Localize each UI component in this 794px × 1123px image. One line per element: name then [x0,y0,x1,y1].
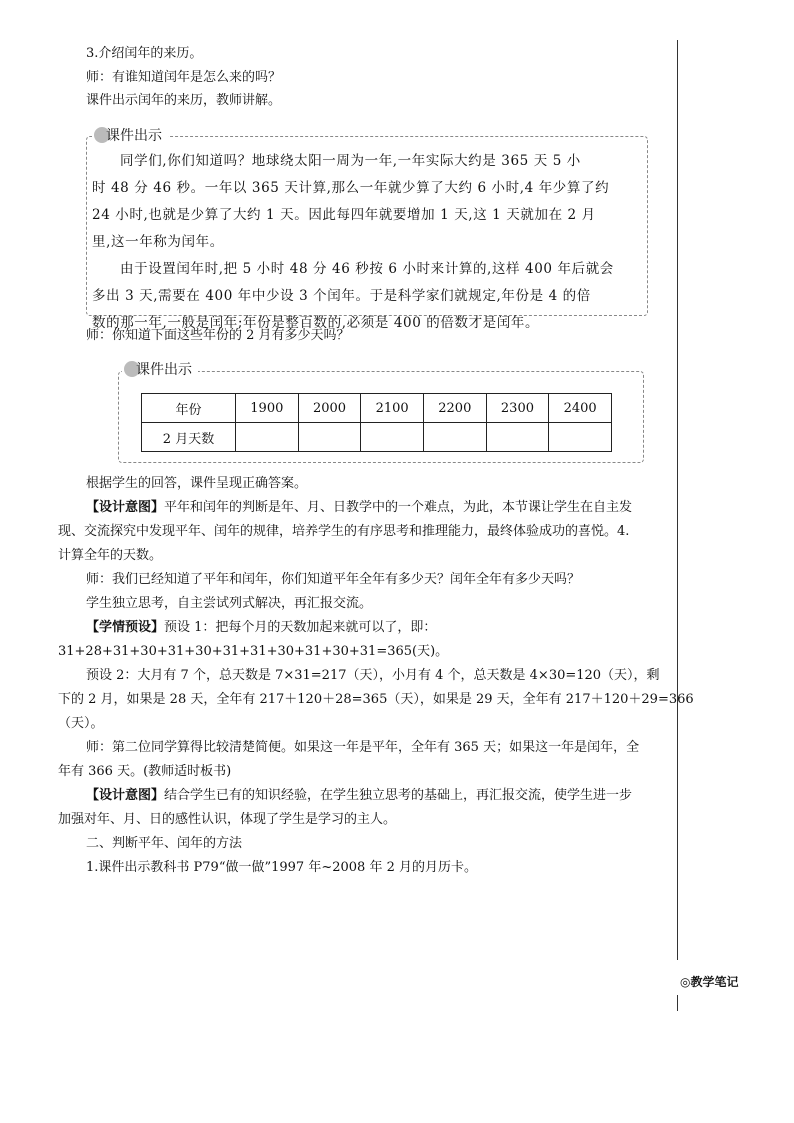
body-line: 根据学生的回答，课件呈现正确答案。 [86,476,308,491]
body-line: 1.课件出示教科书 P79“做一做”1997 年~2008 年 2 月的月历卡。 [86,860,477,875]
box1-line: 里,这一年称为闰年。 [92,234,224,250]
days-cell [549,423,612,452]
days-cell [298,423,361,452]
body-line: 学生独立思考，自主尝试列式解决，再汇报交流。 [86,596,373,611]
year-cell: 1900 [236,394,299,423]
body-line: 师：第二位同学算得比较清楚简便。如果这一年是平年，全年有 365 天；如果这一年是闰年，全 [86,740,640,755]
body-line: 师：我们已经知道了平年和闰年，你们知道平年全年有多少天？闰年全年有多少天吗？ [86,572,581,587]
table-header-label: 年份 [142,394,236,423]
section-heading: 二、判断平年、闰年的方法 [86,836,243,851]
table-row [142,394,612,423]
box1-line: 时 48 分 46 秒。一年以 365 天计算,那么一年就少算了大约 6 小时,4 年少算了约 [92,180,610,196]
student-presupposition: 【学情预设】预设 1：把每个月的天数加起来就可以了，即： [86,620,437,635]
design-intent-2: 【设计意图】结合学生已有的知识经验，在学生独立思考的基础上，再汇报交流，使学生进一步 [86,788,633,803]
courseware-box-2-title: 课件出示 [122,361,198,379]
body-line: 加强对年、月、日的感性认识，体现了学生是学习的主人。 [58,812,397,827]
courseware-intro: 课件出示闰年的来历，教师讲解。 [86,93,282,108]
year-cell: 2200 [423,394,486,423]
body-line: 预设 2：大月有 7 个，总天数是 7×31=217（天），小月有 4 个，总天数是 4×30=120（天），剩 [86,668,660,683]
year-cell: 2300 [486,394,549,423]
table-row [142,423,612,452]
body-line: 下的 2 月，如果是 28 天，全年有 217＋120＋28=365（天），如果是 29 天，全年有 217＋120＋29=366 [58,692,694,707]
intro-heading: 3.介绍闰年的来历。 [86,46,203,61]
days-cell [236,423,299,452]
year-cell: 2000 [298,394,361,423]
body-line: （天）。 [58,716,104,731]
body-line: 现、交流探究中发现平年、闰年的规律，培养学生的有序思考和推理能力，最终体验成功的喜悦。4. [58,524,630,539]
box1-line: 同学们,你们知道吗？地球绕太阳一周为一年,一年实际大约是 365 天 5 小 [120,153,581,169]
year-cell: 2100 [361,394,424,423]
box1-line: 多出 3 天,需要在 400 年中少设 3 个闰年。于是科学家们就规定,年份是 4 的倍 [92,288,591,304]
body-line: 年有 366 天。(教师适时板书) [58,764,232,779]
box1-line: 由于设置闰年时,把 5 小时 48 分 46 秒按 6 小时来计算的,这样 400 年后就会 [120,261,614,277]
student-tag: 【学情预设】 [86,620,165,635]
design-tag: 【设计意图】 [86,500,165,515]
february-days-table [141,393,612,452]
table-row-label: 2 月天数 [142,423,236,452]
design-intent-1: 【设计意图】平年和闰年的判断是年、月、日教学中的一个难点，为此，本节课让学生在自主发 [86,500,633,515]
body-line: 计算全年的天数。 [58,548,163,563]
formula-line: 31+28+31+30+31+30+31+31+30+31+30+31=365(天)。 [58,644,449,659]
days-cell [486,423,549,452]
box1-line: 24 小时,也就是少算了大约 1 天。因此每四年就要增加 1 天,这 1 天就加在 2 月 [92,207,596,223]
design-tag: 【设计意图】 [86,788,165,803]
teacher-question-1: 师：有谁知道闰年是怎么来的吗？ [86,70,282,85]
margin-rule-bottom [677,995,678,1011]
teaching-notes-label: ◎教学笔记 [680,975,739,989]
days-cell [361,423,424,452]
teacher-question-2: 师：你知道下面这些年份的 2 月有多少天吗？ [86,328,350,343]
days-cell [423,423,486,452]
margin-rule-top [677,40,678,960]
year-cell: 2400 [549,394,612,423]
courseware-box-1-title: 课件出示 [92,127,168,145]
box1-line: 数的那一年,一般是闰年;年份是整百数的,必须是 400 的倍数才是闰年。 [92,315,540,331]
